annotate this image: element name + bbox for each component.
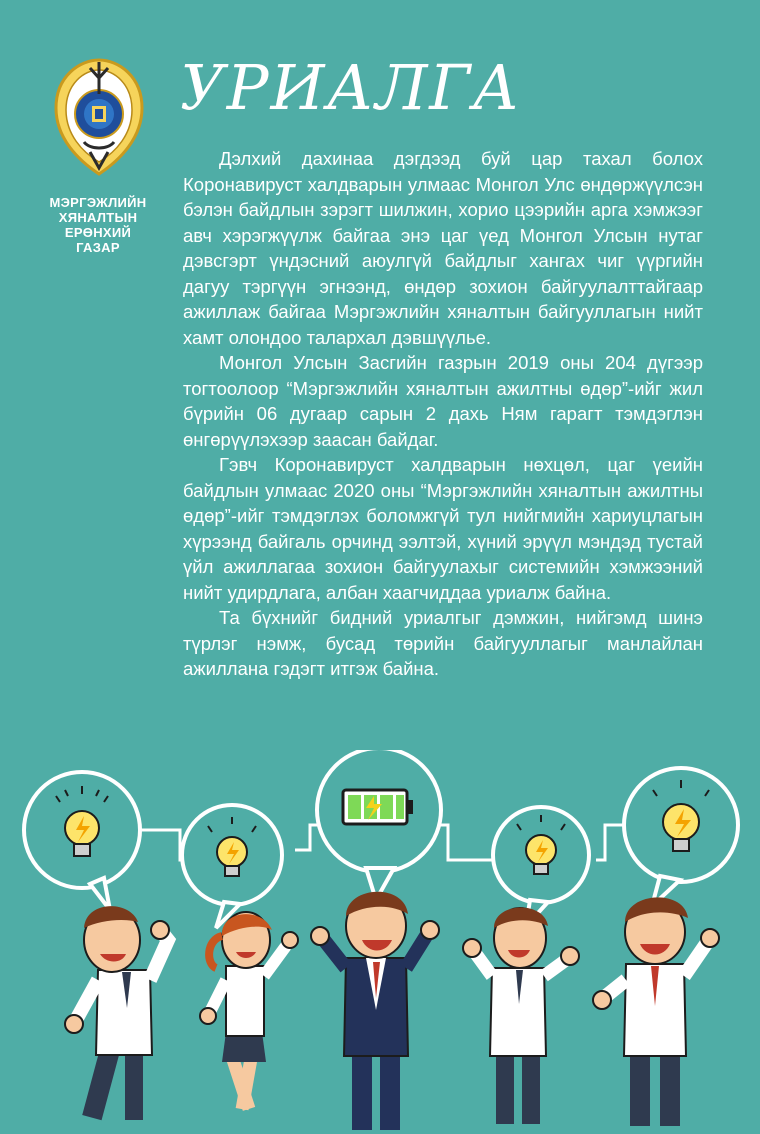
appeal-text: [183, 146, 703, 682]
paragraph: Гэвч Коронавируст халдварын нөхцөл, цаг үеийн байдлын улмаас 2020 оны “Мэргэжлийн хяналтын ажилтны өдөр”-ийг тэмдэглэх боломжгүй тул нийгмийн хариуцлагын хүрээнд байгаль орчинд ээлтэй, хүний эрүүл мэндэд тустай үйл ажиллагаа зохион байгуулахыг системийн хэмжээний нийт удирдлага, албан хаагчиддаа уриалж байна.: [183, 454, 703, 603]
page-title: УРИАЛГА: [180, 51, 522, 124]
person-figure: [200, 912, 298, 1111]
person-figure: [463, 907, 579, 1124]
organization-name-line: МЭРГЭЖЛИЙН: [49, 195, 147, 210]
team-ideas-illustration: [0, 750, 760, 1134]
person-figure: [593, 897, 719, 1126]
lightbulb-icon: [182, 805, 282, 928]
agency-logo: [50, 56, 148, 178]
organization-name-line: ХЯНАЛТЫН: [58, 210, 138, 225]
lightbulb-icon: [493, 807, 589, 926]
battery-icon: [317, 750, 441, 900]
paragraph: Дэлхий дахинаа дэгдээд буй цар тахал болох Коронавируст халдварын улмаас Монгол Улс өндөржүүлсэн бэлэн байдлын зэрэгт шилжин, хорио цээрийн арга хэмжээг авч хэрэгжүүлж байгаа энэ цаг үед Монгол Улсын нутаг дэвсгэрт үндэсний аюулгүй байдлыг хангах чиг үүргийн дагуу тэргүүн эгнээнд, өндөр зохион байгуулалттайгаар ажиллаж байгаа Мэргэжлийн хяналтын байгууллагын нийт хамт олондоо талархал дэвшүүлье.: [183, 148, 703, 348]
lightbulb-icon: [624, 768, 738, 906]
organization-name-line: ГАЗАР: [76, 240, 120, 255]
organization-name-line: ЕРӨНХИЙ: [64, 225, 132, 240]
lightbulb-icon: [24, 772, 140, 910]
person-figure: [65, 906, 169, 1120]
paragraph: Монгол Улсын Засгийн газрын 2019 оны 204 дүгээр тогтоолоор “Мэргэжлийн хяналтын ажилтны өдөр”-ийг жил бүрийн 06 дугаар сарын 2 дахь Ням гарагт тэмдэглэн өнгөрүүлэхээр заасан байдаг.: [183, 352, 703, 450]
paragraph: Та бүхнийг бидний уриалгыг дэмжин, нийгэмд шинэ түрлэг нэмж, бусад төрийн байгууллагыг манлайлан ажиллана гэдэгт итгэж байна.: [183, 607, 703, 679]
organization-name: [36, 195, 160, 255]
person-figure: [311, 892, 439, 1130]
